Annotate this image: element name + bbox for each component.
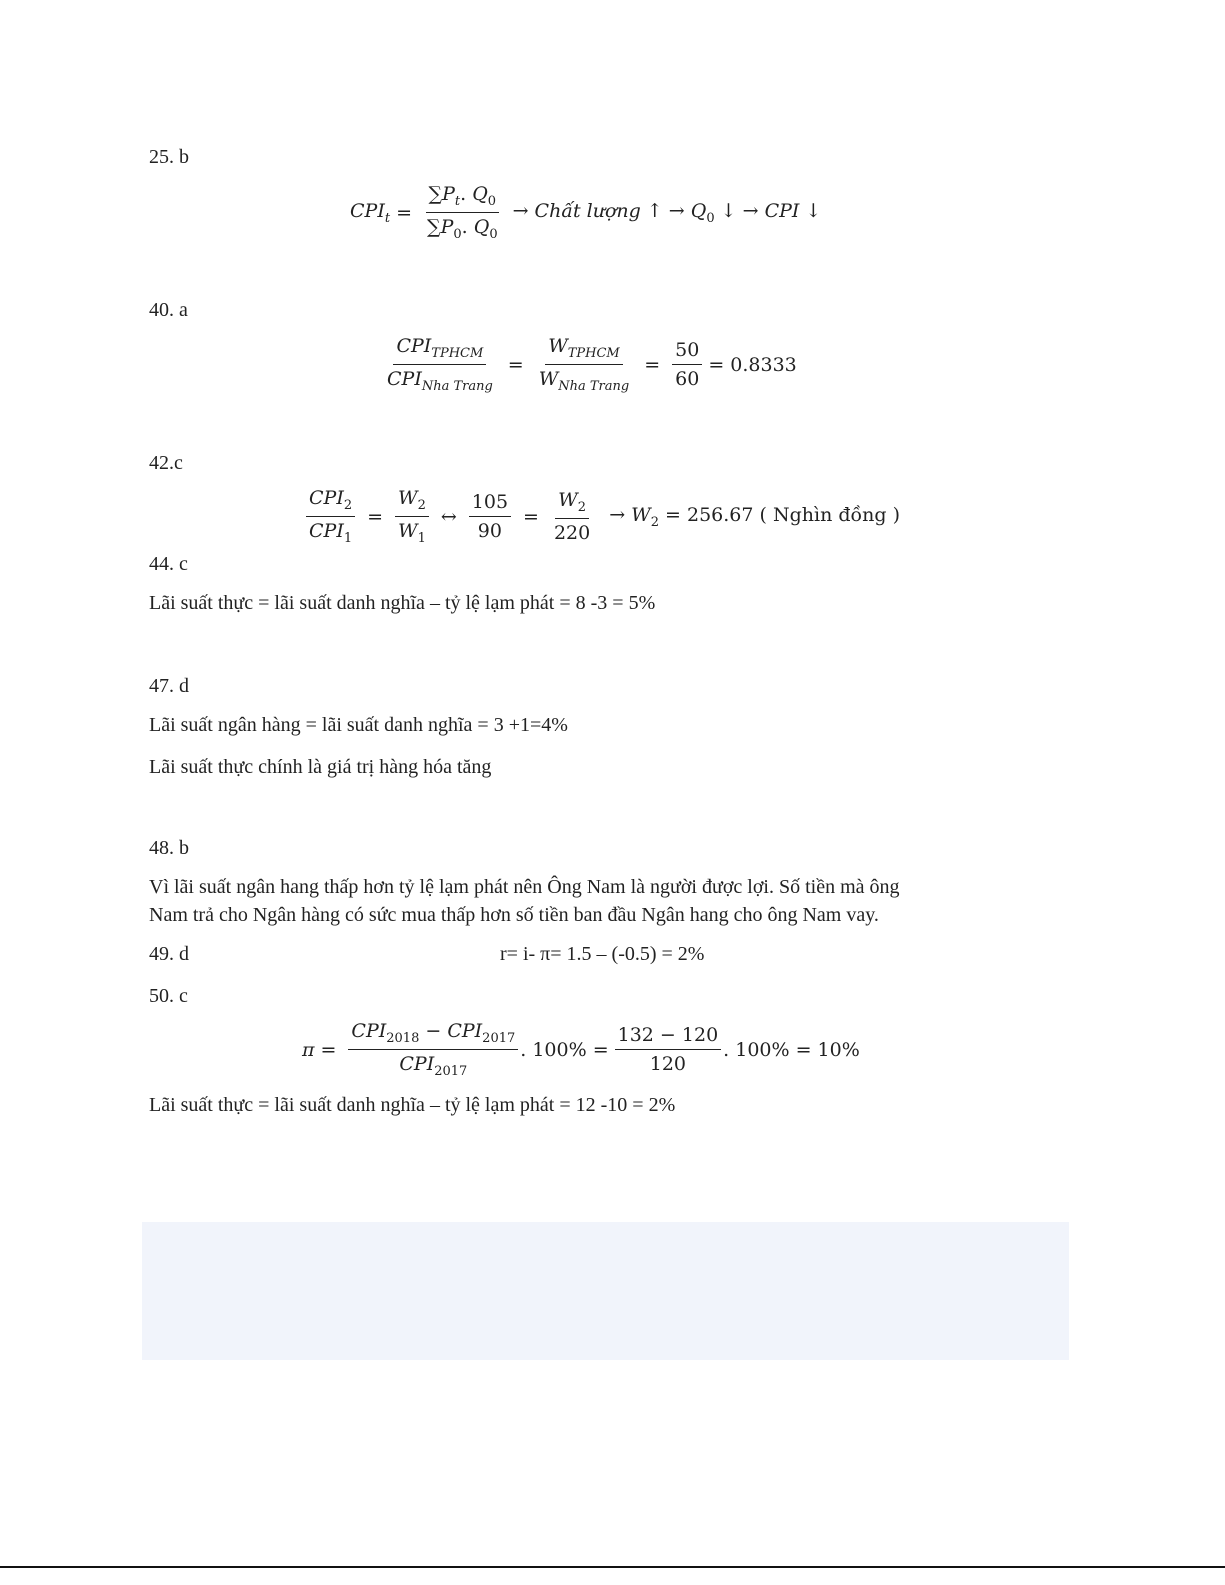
item-label-44: 44. c xyxy=(149,553,188,575)
shaded-box xyxy=(142,1222,1069,1360)
item-formula-49: r= i- π= 1.5 – (-0.5) = 2% xyxy=(500,943,705,965)
item-label-25: 25. b xyxy=(149,146,189,168)
item-label-50: 50. c xyxy=(149,985,188,1007)
item-text-47-2: Lãi suất thực chính là giá trị hàng hóa tăng xyxy=(149,756,492,778)
page-bottom-rule xyxy=(0,1566,1225,1568)
formula-50-n: 132 − 120 xyxy=(615,1024,722,1050)
formula-42-n1: 105 xyxy=(469,491,511,517)
formula-50-tail2: . 100% = 10% xyxy=(723,1038,860,1061)
formula-40-result: = 0.8333 xyxy=(708,353,797,376)
item-label-49: 49. d xyxy=(149,943,189,965)
formula-40-num: 50 xyxy=(672,339,702,365)
formula-40-den: 60 xyxy=(675,368,700,390)
item-text-48-1: Vì lãi suất ngân hang thấp hơn tỷ lệ lạm phát nên Ông Nam là người được lợi. Số tiền mà ông xyxy=(149,876,900,898)
item-label-42: 42.c xyxy=(149,452,183,474)
item-text-50: Lãi suất thực = lãi suất danh nghĩa – tỷ lệ lạm phát = 12 -10 = 2% xyxy=(149,1094,676,1116)
item-text-44: Lãi suất thực = lãi suất danh nghĩa – tỷ lệ lạm phát = 8 -3 = 5% xyxy=(149,592,656,614)
formula-50-tail1: . 100% = xyxy=(520,1038,609,1061)
item-label-47: 47. d xyxy=(149,675,189,697)
formula-50-d: 120 xyxy=(649,1053,687,1075)
formula-42: $\frac{CPI_2}{CPI_1}$ = $\frac{W_2}{W_1}$ ↔ $\frac{105}{90}$ = $\frac{W_2}{220}$ → $W_2 = 256.67$ ( Nghìn đồng ) xyxy=(300,487,900,546)
formula-42-d1: 90 xyxy=(477,520,502,542)
formula-50: π = $\frac{CPI_{2018} - CPI_{2017}}{CPI_{2017}}$ . 100% = $\frac{132 - 120}{120}$ . 100% = 10% xyxy=(302,1020,860,1079)
formula-25-tail: ↓ → CPI ↓ xyxy=(720,199,822,222)
formula-42-d2: 220 xyxy=(553,522,591,544)
formula-42-result-val: = 256.67 ( Nghìn đồng ) xyxy=(665,503,900,526)
item-text-48-2: Nam trả cho Ngân hàng có sức mua thấp hơn số tiền ban đầu Ngân hang cho ông Nam vay. xyxy=(149,904,879,926)
formula-25-text: → Chất lượng ↑ → Q xyxy=(512,199,707,222)
item-label-40: 40. a xyxy=(149,299,188,321)
item-text-47-1: Lãi suất ngân hàng = lãi suất danh nghĩa = 3 +1=4% xyxy=(149,714,568,736)
formula-40: $\frac{CPI_{TPHCM}}{CPI_{Nha Trang}}$ = $\frac{W_{TPHCM}}{W_{Nha Trang}}$ = $\frac{50}{60}$ = 0.8333 xyxy=(387,335,797,394)
formula-25: $CPI_t$ = $\frac{\sum P_t. Q_0}{\sum P_0. Q_0}$ → Chất lượng ↑ → $Q_0$ ↓ → CPI ↓ xyxy=(350,183,822,242)
item-label-48: 48. b xyxy=(149,837,189,859)
formula-42-result: → W xyxy=(609,503,651,526)
